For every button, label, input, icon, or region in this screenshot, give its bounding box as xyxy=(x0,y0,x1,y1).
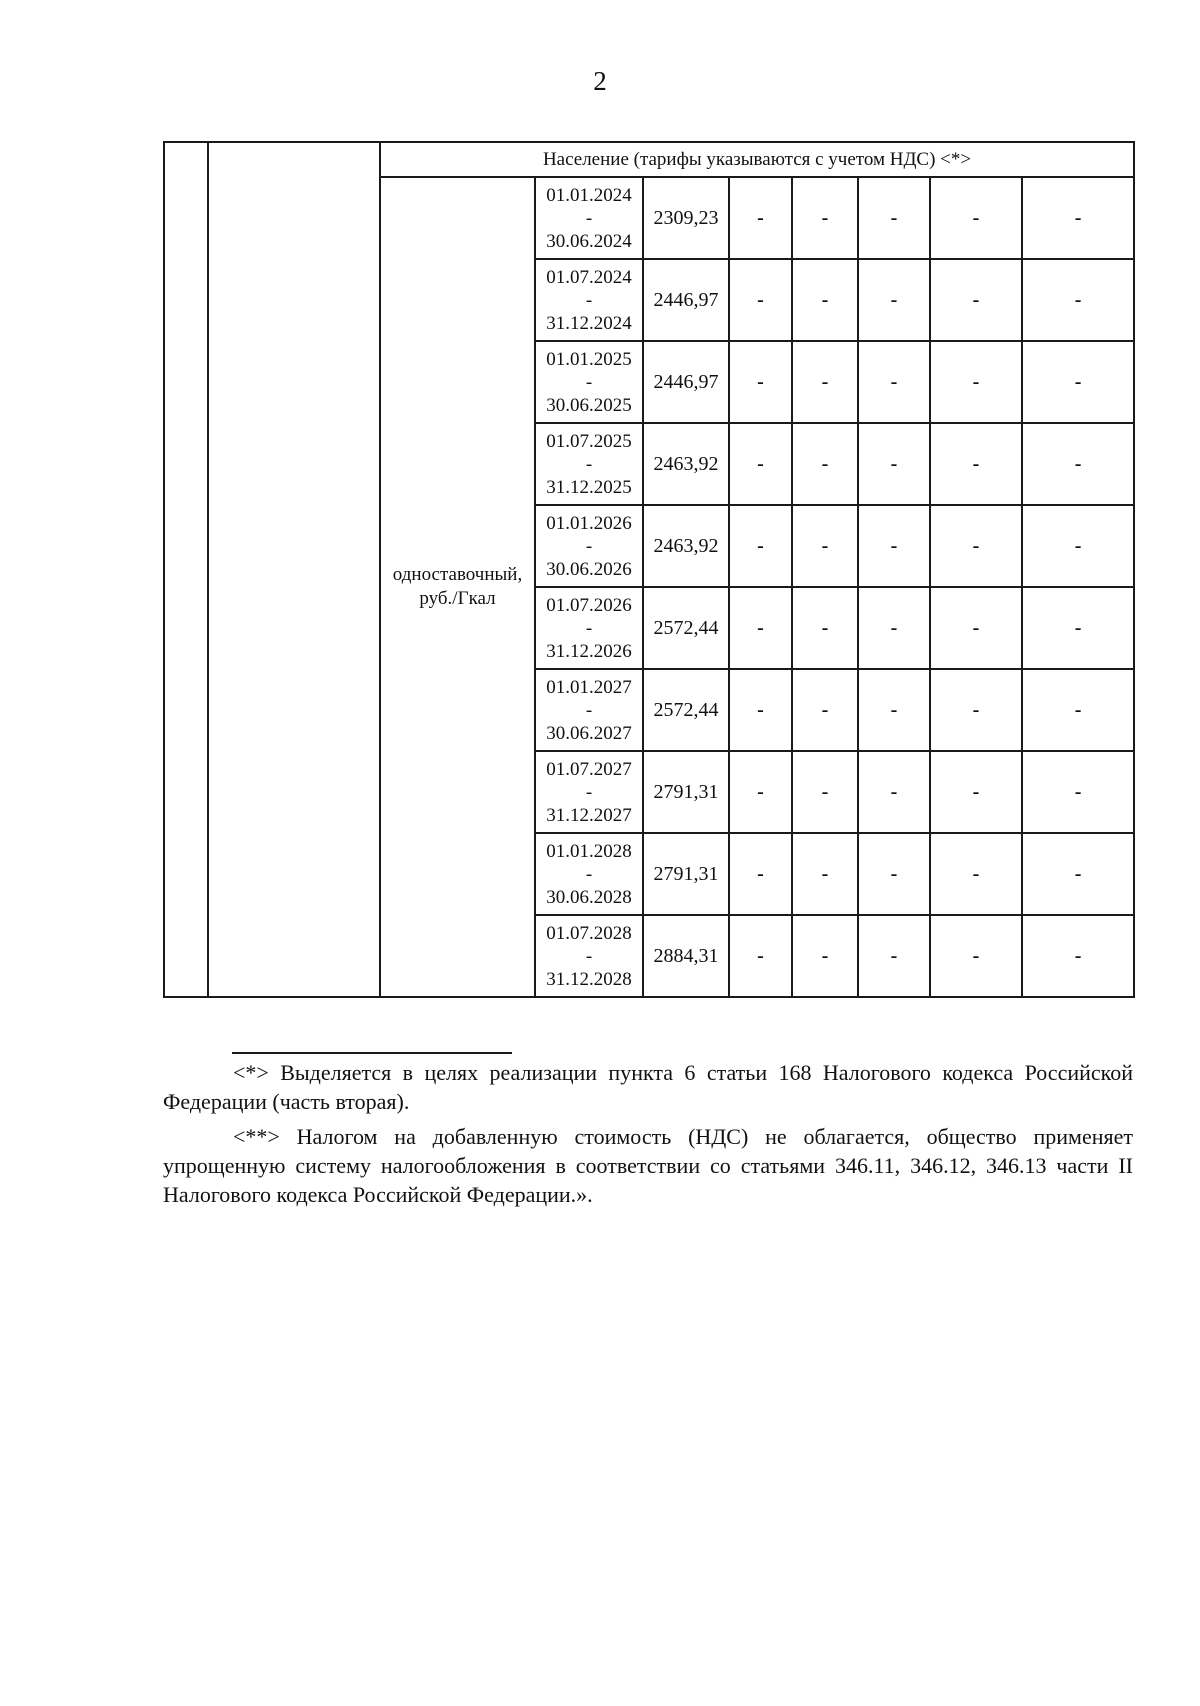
empty-value-cell: - xyxy=(930,915,1022,997)
period-separator: - xyxy=(585,207,593,229)
empty-value-cell: - xyxy=(729,177,792,259)
tariff-value: 2446,97 xyxy=(643,341,729,423)
empty-value-cell: - xyxy=(930,259,1022,341)
period-cell xyxy=(535,505,643,587)
organization-column-cell xyxy=(208,142,380,997)
empty-value-cell: - xyxy=(729,587,792,669)
period-start: 01.01.2024 xyxy=(546,184,632,206)
period-end: 31.12.2028 xyxy=(546,968,632,990)
period-end: 30.06.2026 xyxy=(546,558,632,580)
empty-value-cell: - xyxy=(1022,915,1134,997)
empty-value-cell: - xyxy=(1022,833,1134,915)
empty-value-cell: - xyxy=(729,505,792,587)
period-start: 01.07.2025 xyxy=(546,430,632,452)
empty-value-cell: - xyxy=(1022,423,1134,505)
period-separator: - xyxy=(585,371,593,393)
tariff-table-body xyxy=(164,142,1134,997)
tariff-value: 2884,31 xyxy=(643,915,729,997)
tariff-value: 2463,92 xyxy=(643,505,729,587)
tariff-table xyxy=(163,141,1135,998)
period-start: 01.01.2027 xyxy=(546,676,632,698)
empty-value-cell: - xyxy=(858,915,930,997)
empty-value-cell: - xyxy=(858,177,930,259)
period-separator: - xyxy=(585,289,593,311)
footnote-2: <**> Налогом на добавленную стоимость (НДС) не облагается, общество применяет упрощенную систему налогообложения в соответствии со статьями 346.11, 346.12, 346.13 части II Налогового кодекса Российской Федерации.». xyxy=(163,1124,1133,1207)
period-start: 01.01.2026 xyxy=(546,512,632,534)
empty-value-cell: - xyxy=(1022,505,1134,587)
tariff-value: 2463,92 xyxy=(643,423,729,505)
empty-value-cell: - xyxy=(1022,341,1134,423)
empty-value-cell: - xyxy=(729,669,792,751)
empty-value-cell: - xyxy=(792,341,858,423)
empty-value-cell: - xyxy=(792,915,858,997)
empty-value-cell: - xyxy=(930,751,1022,833)
empty-value-cell: - xyxy=(792,177,858,259)
period-separator: - xyxy=(585,617,593,639)
empty-value-cell: - xyxy=(792,259,858,341)
footnote-1: <*> Выделяется в целях реализации пункта 6 статьи 168 Налогового кодекса Российской Федерации (часть вторая). xyxy=(163,1060,1133,1114)
empty-value-cell: - xyxy=(930,587,1022,669)
empty-value-cell: - xyxy=(858,505,930,587)
period-separator: - xyxy=(585,535,593,557)
period-end: 31.12.2027 xyxy=(546,804,632,826)
empty-value-cell: - xyxy=(858,833,930,915)
period-start: 01.07.2028 xyxy=(546,922,632,944)
empty-value-cell: - xyxy=(792,587,858,669)
empty-value-cell: - xyxy=(729,833,792,915)
period-cell xyxy=(535,915,643,997)
empty-value-cell: - xyxy=(1022,259,1134,341)
period-end: 31.12.2025 xyxy=(546,476,632,498)
empty-value-cell: - xyxy=(1022,669,1134,751)
empty-value-cell: - xyxy=(858,259,930,341)
empty-value-cell: - xyxy=(930,423,1022,505)
empty-value-cell: - xyxy=(858,587,930,669)
empty-value-cell: - xyxy=(729,259,792,341)
empty-value-cell: - xyxy=(930,833,1022,915)
period-cell xyxy=(535,177,643,259)
tariff-value: 2791,31 xyxy=(643,751,729,833)
empty-value-cell: - xyxy=(792,505,858,587)
period-separator: - xyxy=(585,453,593,475)
period-cell xyxy=(535,669,643,751)
empty-value-cell: - xyxy=(792,423,858,505)
page-number: 2 xyxy=(593,66,607,96)
period-end: 30.06.2027 xyxy=(546,722,632,744)
empty-value-cell: - xyxy=(930,505,1022,587)
footnotes xyxy=(163,1058,1133,1215)
tariff-value: 2446,97 xyxy=(643,259,729,341)
empty-value-cell: - xyxy=(858,341,930,423)
empty-value-cell: - xyxy=(729,341,792,423)
period-start: 01.07.2024 xyxy=(546,266,632,288)
empty-value-cell: - xyxy=(792,833,858,915)
empty-value-cell: - xyxy=(1022,751,1134,833)
period-end: 31.12.2024 xyxy=(546,312,632,334)
tariff-value: 2572,44 xyxy=(643,587,729,669)
group-header-row xyxy=(164,142,1134,177)
period-separator: - xyxy=(585,945,593,967)
period-end: 30.06.2028 xyxy=(546,886,632,908)
tariff-value: 2309,23 xyxy=(643,177,729,259)
period-separator: - xyxy=(585,863,593,885)
tariff-unit: одноставочный, руб./Гкал xyxy=(380,177,535,997)
empty-value-cell: - xyxy=(729,915,792,997)
empty-value-cell: - xyxy=(1022,177,1134,259)
empty-value-cell: - xyxy=(930,177,1022,259)
empty-value-cell: - xyxy=(858,669,930,751)
period-end: 30.06.2025 xyxy=(546,394,632,416)
period-start: 01.01.2028 xyxy=(546,840,632,862)
period-start: 01.01.2025 xyxy=(546,348,632,370)
period-cell xyxy=(535,751,643,833)
period-separator: - xyxy=(585,699,593,721)
period-cell xyxy=(535,833,643,915)
empty-value-cell: - xyxy=(858,751,930,833)
empty-value-cell: - xyxy=(729,423,792,505)
empty-value-cell: - xyxy=(1022,587,1134,669)
period-cell xyxy=(535,423,643,505)
empty-value-cell: - xyxy=(930,669,1022,751)
empty-value-cell: - xyxy=(792,751,858,833)
number-column-cell xyxy=(164,142,208,997)
period-end: 30.06.2024 xyxy=(546,230,632,252)
period-cell xyxy=(535,341,643,423)
period-start: 01.07.2027 xyxy=(546,758,632,780)
empty-value-cell: - xyxy=(930,341,1022,423)
period-end: 31.12.2026 xyxy=(546,640,632,662)
period-cell xyxy=(535,259,643,341)
tariff-value: 2572,44 xyxy=(643,669,729,751)
empty-value-cell: - xyxy=(729,751,792,833)
tariff-value: 2791,31 xyxy=(643,833,729,915)
period-separator: - xyxy=(585,781,593,803)
footnote-separator xyxy=(232,1052,512,1054)
period-start: 01.07.2026 xyxy=(546,594,632,616)
empty-value-cell: - xyxy=(858,423,930,505)
period-cell xyxy=(535,587,643,669)
empty-value-cell: - xyxy=(792,669,858,751)
group-header: Население (тарифы указываются с учетом НДС) <*> xyxy=(380,142,1134,177)
